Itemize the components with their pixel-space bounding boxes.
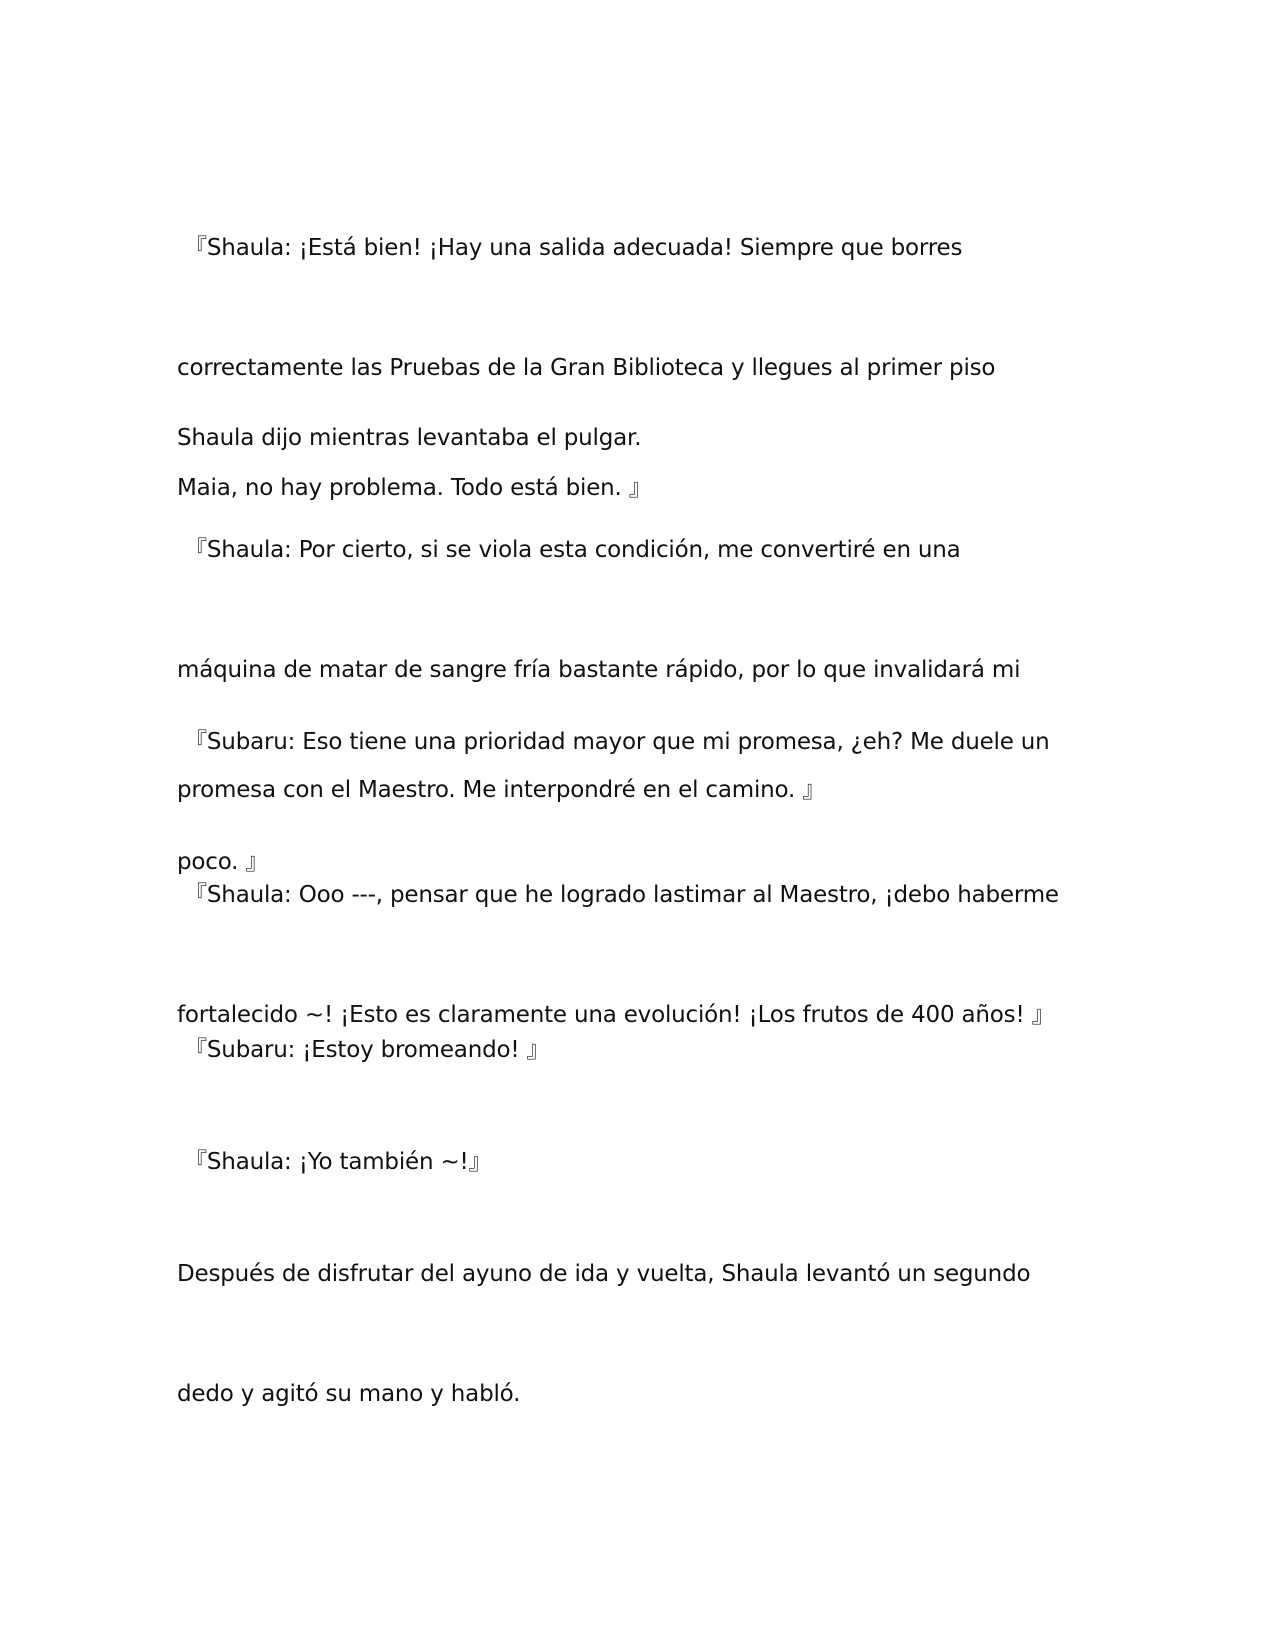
text-line: 『Shaula: Ooo ---, pensar que he logrado lastimar al Maestro, ¡debo haberme	[177, 882, 1059, 908]
text-line: Shaula dijo mientras levantaba el pulgar.	[177, 425, 642, 451]
text-line: 『Shaula: Por cierto, si se viola esta condición, me convertiré en una	[177, 537, 961, 563]
text-line: 『Shaula: ¡Está bien! ¡Hay una salida adecuada! Siempre que borres	[177, 235, 963, 261]
text-line: promesa con el Maestro. Me interpondré en el camino. 』	[177, 777, 826, 803]
paragraph-narration-second-finger	[177, 1174, 1117, 1494]
text-line: 『Subaru: ¡Estoy bromeando! 』	[177, 1037, 550, 1063]
text-line: Después de disfrutar del ayuno de ida y vuelta, Shaula levantó un segundo	[177, 1261, 1031, 1287]
text-line: Maia, no hay problema. Todo está bien. 』	[177, 475, 652, 501]
text-line: máquina de matar de sangre fría bastante rápido, por lo que invalidará mi	[177, 657, 1021, 683]
text-line: fortalecido ~! ¡Esto es claramente una evolución! ¡Los frutos de 400 años! 』	[177, 1002, 1055, 1028]
text-line: 『Subaru: Eso tiene una prioridad mayor que mi promesa, ¿eh? Me duele un	[177, 729, 1050, 755]
text-line: dedo y agitó su mano y habló.	[177, 1381, 521, 1407]
text-line: poco. 』	[177, 849, 269, 875]
text-line: correctamente las Pruebas de la Gran Biblioteca y llegues al primer piso	[177, 355, 996, 381]
text-line: 『Shaula: ¡Yo también ~!』	[177, 1149, 492, 1175]
